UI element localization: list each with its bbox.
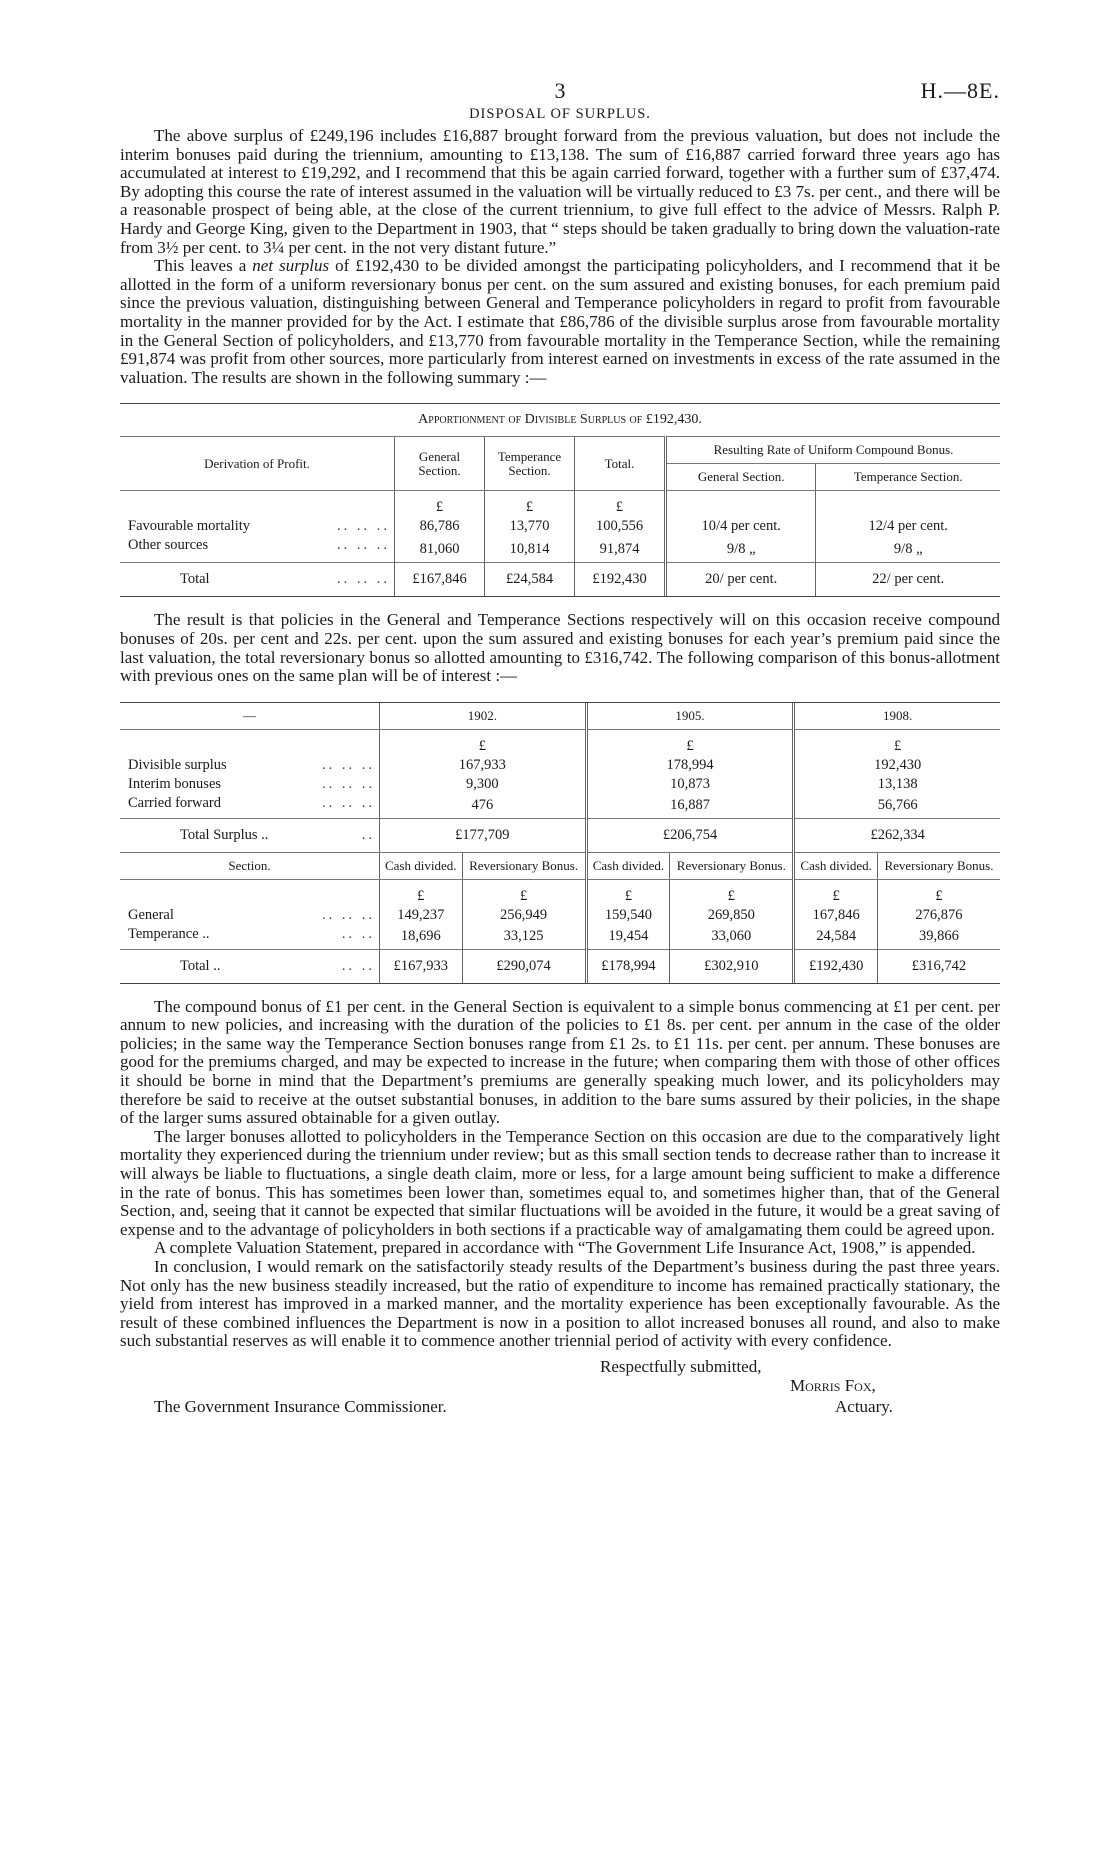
currency-symbol: £ (380, 729, 587, 756)
cell-total: £192,430 (575, 563, 666, 597)
header-resulting: Resulting Rate of Uniform Compound Bonus. (666, 437, 1001, 464)
leader-dots: .. .. .. (322, 756, 375, 773)
table-total-row (120, 949, 1000, 983)
leader-dots: .. .. .. (337, 571, 390, 588)
cell-value: 178,994 (586, 756, 794, 775)
row-label: General (128, 906, 174, 923)
cell-value: 12/4 per cent. (816, 517, 1000, 536)
cell-total: £290,074 (462, 949, 586, 983)
cell-value: 33,125 (462, 925, 586, 950)
table-row (120, 775, 1000, 794)
paragraph-result: The result is that policies in the General and Temperance Sections respectively will on this occasion receive compound bonuses of 20s. per cent and 22s. per cent. upon the sum assured and existing bonuses for each year’s premium paid since the last valuation, the total reversionary bonus so allotted amounting to £316,742. The following comparison of this bonus-allotment with previous ones on the same plan will be of interest :— (120, 610, 1000, 686)
cell-value: 10/4 per cent. (666, 517, 816, 536)
cell-value: 9,300 (380, 775, 587, 794)
leader-dots: .. .. .. (322, 794, 375, 811)
currency-symbol: £ (485, 491, 575, 518)
table-row (120, 794, 1000, 819)
leader-dots: .. (361, 826, 375, 843)
addressee: The Government Insurance Commissioner. (154, 1396, 447, 1416)
row-label: Total (180, 571, 210, 588)
table-row (120, 756, 1000, 775)
signature-block (120, 1357, 1000, 1437)
header-year-1908: 1908. (794, 703, 1000, 730)
cell-value: 100,556 (575, 517, 666, 536)
header-year-1902: 1902. (380, 703, 587, 730)
table-row (120, 517, 1000, 536)
cell-value: 56,766 (794, 794, 1000, 819)
currency-symbol: £ (462, 879, 586, 906)
header-reversionary: Reversionary Bonus. (877, 852, 1000, 879)
paragraph-compound-bonus: The compound bonus of £1 per cent. in the General Section is equivalent to a simple bonus commencing at £1 per cent. per annum to new policies, and increasing with the duration of the policies to £1 8s. per cent. per annum in the case of the older policies; in the same way the Temperance Section bonuses range from £1 2s. to £1 11s. per cent. per annum. These bonuses are good for the premiums charged, and may be expected to increase in the future; when comparing them with those of other offices it should be borne in mind that the Department’s premiums are generally speaking much lower, and its policyholders may therefore be said to receive at the outset substantial bonuses, in addition to the bare sums assured by their policies, in the shape of the larger sums assured obtainable for a given outlay. (120, 996, 1000, 1128)
paragraph-rest: of £192,430 to be divided amongst the participating policyholders, and I recommend that it be allotted in the form of a uniform reversionary bonus per cent. on the sum assured and existing bonuses, for each premium paid since the previous valuation, distinguishing between General and Temperance policyholders in regard to profit from favourable mortality in the manner provided for by the Act. I estimate that £86,786 of the divisible surplus arose from favourable mortality in the General Section of policyholders, and £13,770 from favourable mortality in the Temperance Section, while the remaining £91,874 was profit from other sources, more particularly from interest earned on investments in excess of the rate assumed in the valuation. The results are shown in the following summary :— (120, 256, 1001, 387)
header-cash: Cash divided. (794, 852, 878, 879)
header-derivation: Derivation of Profit. (120, 437, 395, 491)
header-res-temperance: Temperance Section. (816, 464, 1000, 491)
cell-total: £167,846 (395, 563, 485, 597)
header-general: General Section. (395, 437, 485, 491)
closing-text: Respectfully submitted, (600, 1356, 762, 1376)
cell-value: 476 (380, 794, 587, 819)
leader-dots: .. .. (341, 925, 375, 942)
currency-symbol: £ (586, 879, 670, 906)
cell-value: 167,846 (794, 906, 878, 925)
cell-value: 39,866 (877, 925, 1000, 950)
table-total-row (120, 563, 1000, 597)
cell-value: 91,874 (575, 536, 666, 563)
header-temperance: Temperance Section. (485, 437, 575, 491)
leader-dots: .. .. .. (337, 537, 390, 554)
header-reversionary: Reversionary Bonus. (462, 852, 586, 879)
leader-dots: .. .. .. (337, 518, 390, 535)
leader-dots: .. .. .. (322, 775, 375, 792)
cell-value: 149,237 (380, 906, 463, 925)
cell-value: 33,060 (670, 925, 794, 950)
row-label: Total .. (180, 957, 221, 974)
cell-value: 81,060 (395, 536, 485, 563)
header-res-general: General Section. (666, 464, 816, 491)
cell-value: 19,454 (586, 925, 670, 950)
paragraph-valuation: A complete Valuation Statement, prepared in accordance with “The Government Life Insurance Act, 1908,” is appended. (154, 1238, 976, 1258)
leader-dots: .. .. .. (322, 906, 375, 923)
comparison-table (120, 702, 1000, 984)
header-section: Section. (120, 852, 380, 879)
cell-value: 10,814 (485, 536, 575, 563)
paragraph-net-surplus (120, 257, 1000, 387)
header-blank: — (120, 703, 380, 730)
document-reference: H.—8E. (920, 78, 1000, 103)
section-title: DISPOSAL OF SURPLUS. (469, 106, 651, 122)
cell-total: £316,742 (877, 949, 1000, 983)
leader-dots: .. .. (341, 957, 375, 974)
cell-total: £192,430 (794, 949, 878, 983)
cell-value: 13,770 (485, 517, 575, 536)
page-header (120, 70, 1000, 104)
cell-total: £24,584 (485, 563, 575, 597)
table-total-row (120, 818, 1000, 852)
cell-value: 9/8 „ (816, 536, 1000, 563)
cell-value: 24,584 (794, 925, 878, 950)
signatory-title: Actuary. (835, 1396, 893, 1416)
row-label: Interim bonuses (128, 775, 222, 792)
cell-value: 18,696 (380, 925, 463, 950)
cell-total: 20/ per cent. (666, 563, 816, 597)
header-cash: Cash divided. (586, 852, 670, 879)
cell-total: £302,910 (670, 949, 794, 983)
paragraph-italic: net surplus (252, 256, 330, 276)
currency-symbol: £ (380, 879, 463, 906)
currency-symbol: £ (794, 879, 878, 906)
header-year-1905: 1905. (586, 703, 794, 730)
cell-value: 16,887 (586, 794, 794, 819)
currency-symbol: £ (575, 491, 666, 518)
row-label: Carried forward (128, 794, 221, 811)
header-reversionary: Reversionary Bonus. (670, 852, 794, 879)
row-label: Favourable mortality (128, 518, 251, 535)
row-label: Total Surplus .. (180, 826, 269, 843)
table-caption: Apportionment of Divisible Surplus of £192,430. (120, 404, 1000, 437)
header-total: Total. (575, 437, 666, 491)
cell-total: £178,994 (586, 949, 670, 983)
currency-symbol: £ (794, 729, 1000, 756)
table-row (120, 925, 1000, 950)
cell-value: 167,933 (380, 756, 587, 775)
paragraph-surplus: The above surplus of £249,196 includes £16,887 brought forward from the previous valuation, but does not include the interim bonuses paid during the triennium, amounting to £13,138. The sum of £16,887 carried forward three years ago has accumulated at interest to £19,292, and I recommend that this be again carried forward, together with a further sum of £37,474. By adopting this course the rate of interest assumed in the valuation will be virtually reduced to £3 7s. per cent., and there will be a reasonable prospect of being able, at the close of the current triennium, to give full effect to the advice of Messrs. Ralph P. Hardy and George King, given to the Department in 1903, that “ steps should be taken gradually to bring down the valuation-rate from 3½ per cent. to 3¼ per cent. in the not very distant future.” (120, 126, 1000, 257)
currency-symbol: £ (395, 491, 485, 518)
header-cash: Cash divided. (380, 852, 463, 879)
cell-value: 9/8 „ (666, 536, 816, 563)
row-label: Divisible surplus (128, 756, 227, 773)
cell-total: 22/ per cent. (816, 563, 1000, 597)
cell-value: 13,138 (794, 775, 1000, 794)
currency-symbol: £ (586, 729, 794, 756)
cell-value: 10,873 (586, 775, 794, 794)
table-row (120, 536, 1000, 563)
paragraph-temperance: The larger bonuses allotted to policyholders in the Temperance Section on this occasion are due to the comparatively light mortality they experienced during the triennium under review; but as this small section tends to decrease rather than to increase it will always be liable to fluctuations, a single death claim, more or less, for a large amount being sufficient to make a difference in the rate of bonus. This has sometimes been lower than, sometimes equal to, and sometimes higher than, that of the General Section, and, seeing that it cannot be expected that similar fluctuations will be avoided in the future, it would be a great saving of expense and to the advantage of policyholders in both sections if a practicable way of amalgamating them could be agreed upon. (120, 1126, 1000, 1239)
cell-total: £262,334 (794, 818, 1000, 852)
currency-symbol: £ (877, 879, 1000, 906)
document-page (120, 70, 1000, 1437)
cell-total: £177,709 (380, 818, 587, 852)
cell-value: 269,850 (670, 906, 794, 925)
cell-value: 276,876 (877, 906, 1000, 925)
cell-value: 192,430 (794, 756, 1000, 775)
row-label: Other sources (128, 537, 209, 554)
currency-symbol: £ (670, 879, 794, 906)
cell-value: 256,949 (462, 906, 586, 925)
page-number: 3 (554, 78, 566, 103)
paragraph-lead: This leaves a (154, 256, 247, 276)
cell-value: 86,786 (395, 517, 485, 536)
cell-value: 159,540 (586, 906, 670, 925)
paragraph-conclusion: In conclusion, I would remark on the satisfactorily steady results of the Department’s business during the past three years. Not only has the new business steadily increased, but the ratio of expenditure to income has remained practically stationary, the yield from interest has improved in a marked manner, and the mortality experience has been exceptionally favourable. As the result of these combined influences the Department is now in a position to allot increased bonuses all round, and also to make such substantial reserves as will enable it to commence another triennial period of activity with every confidence. (120, 1257, 1000, 1351)
apportionment-table (120, 403, 1000, 597)
row-label: Temperance .. (128, 925, 210, 942)
cell-total: £167,933 (380, 949, 463, 983)
cell-total: £206,754 (586, 818, 794, 852)
signatory-name: Morris Fox, (790, 1375, 876, 1395)
table-row (120, 906, 1000, 925)
